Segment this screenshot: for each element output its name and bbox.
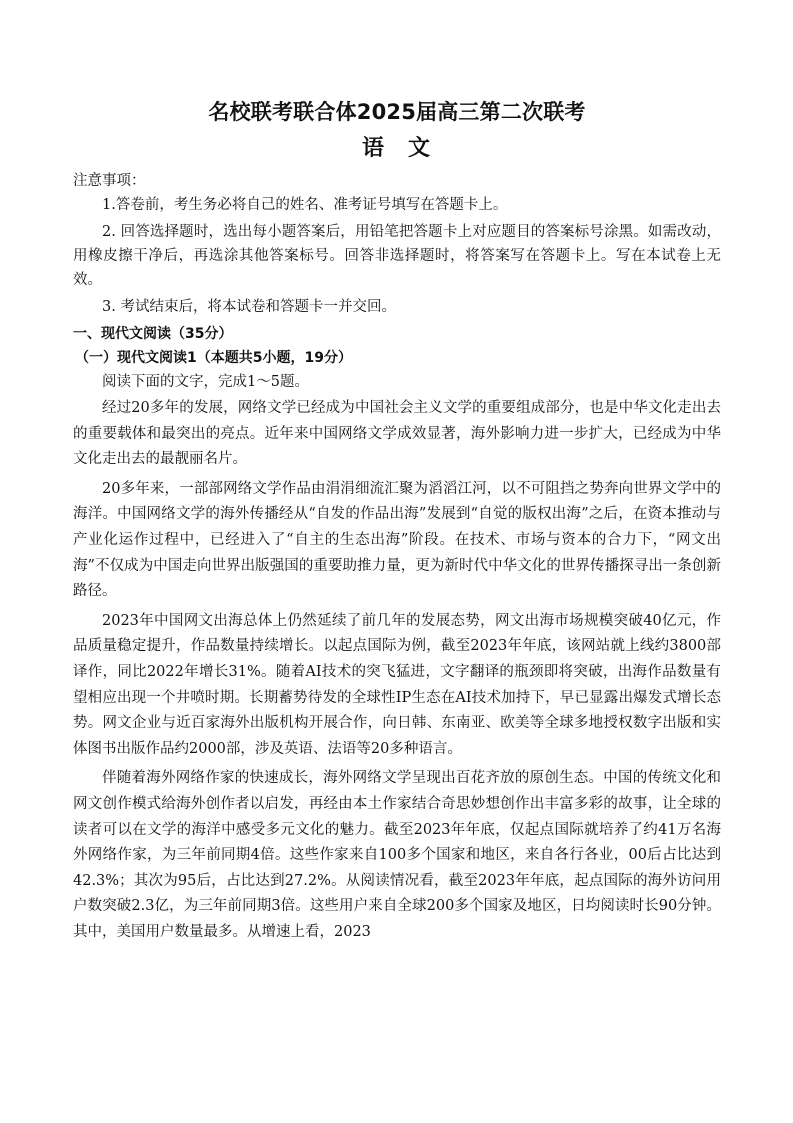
notice-title: 注意事项： <box>73 173 146 189</box>
notice-item-2: 2. 回答选择题时，选出每小题答案后，用铅笔把答题卡上对应题目的答案标号涂黑。如需改动，用橡皮擦干净后，再选涂其他答案标号。回答非选择题时，将答案写在答题卡上。写在本试卷上无效。 <box>73 224 721 288</box>
reading-instruction: 阅读下面的文字，完成1～5题。 <box>102 374 309 390</box>
notice-item-1: 1.答卷前，考生务必将自己的姓名、准考证号填写在答题卡上。 <box>102 197 508 213</box>
exam-title: 名校联考联合体2025届高三第二次联考 <box>208 100 586 124</box>
part-heading: （一）现代文阅读1（本题共5小题，19分） <box>75 350 352 366</box>
subject-title: 语文 <box>361 136 454 161</box>
article-paragraph-4: 伴随着海外网络作家的快速成长，海外网络文学呈现出百花齐放的原创生态。中国的传统文化和网文创作模式给海外创作者以启发，再经由本土作家结合奇思妙想创作出丰富多彩的故事，让全球的读者可以在文学的海洋中感受多元文化的魅力。截至2023年年底，仅起点国际就培养了约41万名海外网络作家，为三年前同期4倍。这些作家来自100多个国家和地区，来自各行各业，00后占比达到42.3%；其次为95后，占比达到27.2%。从阅读情况看，截至2023年年底，起点国际的海外访问用户数突破2.3亿，为三年前同期3倍。这些用户来自全球200多个国家及地区，日均阅读时长90分钟。其中，美国用户数量最多。从增速上看，2023 <box>73 770 721 940</box>
article-paragraph-1: 经过20多年的发展，网络文学已经成为中国社会主义文学的重要组成部分，也是中华文化走出去的重要载体和最突出的亮点。近年来中国网络文学成效显著，海外影响力进一步扩大，已经成为中华文化走出去的最靓丽名片。 <box>73 400 721 468</box>
exam-page <box>73 98 721 949</box>
notice-block <box>73 169 721 319</box>
section-heading: 一、现代文阅读（35分） <box>73 326 233 342</box>
notice-item-3: 3. 考试结束后，将本试卷和答题卡一并交回。 <box>102 299 396 315</box>
article-paragraph-3: 2023年中国网文出海总体上仍然延续了前几年的发展态势，网文出海市场规模突破40亿元，作品质量稳定提升，作品数量持续增长。以起点国际为例，截至2023年年底，该网站就上线约3800部译作，同比2022年增长31%。随着AI技术的突飞猛进，文字翻译的瓶颈即将突破，出海作品数量有望相应出现一个井喷时期。长期蓄势待发的全球性IP生态在AI技术加持下，早已显露出爆发式增长态势。网文企业与近百家海外出版机构开展合作，向日韩、东南亚、欧美等全球多地授权数字出版和实体图书出版作品约2000部，涉及英语、法语等20多种语言。 <box>73 612 721 757</box>
article-body <box>73 396 721 945</box>
article-paragraph-2: 20多年来，一部部网络文学作品由涓涓细流汇聚为滔滔江河，以不可阻挡之势奔向世界文学中的海洋。中国网络文学的海外传播经从“自发的作品出海”发展到“自觉的版权出海”之后，在资本推动与产业化运作过程中，已经进入了“自主的生态出海”阶段。在技术、市场与资本的合力下，“网文出海”不仅成为中国走向世界出版强国的重要助推力量，更为新时代中华文化的世界传播探寻出一条创新路径。 <box>73 480 721 600</box>
